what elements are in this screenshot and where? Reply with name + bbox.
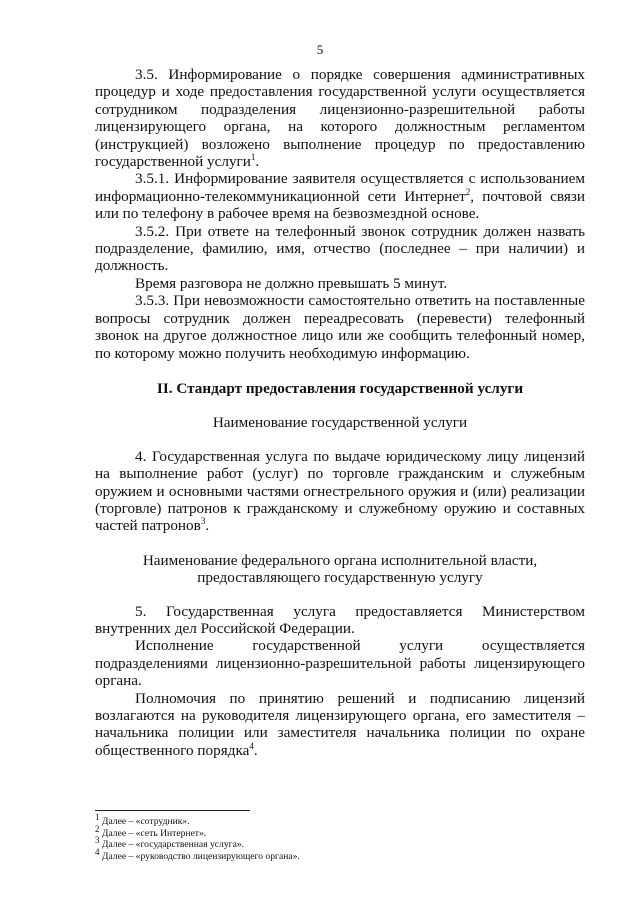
footnote-divider xyxy=(95,810,250,811)
footnote-ref-4: 4 xyxy=(249,740,254,751)
footnote-3: $^3$ Далее – «государственная услуга». xyxy=(95,835,245,851)
paragraph-3-5-3: 3.5.3. При невозможности самостоятельно ответить на поставленные вопросы сотрудник должен переадресовать (перевести) телефонный звонок на другое должностное лицо или же сообщить телефонный номер, по которому можно получить необходимую информацию. xyxy=(95,292,585,362)
page-number: 5 xyxy=(316,42,324,57)
subheading-authority: Наименование федерального органа исполнительной власти, предоставляющего государственную услугу xyxy=(142,551,538,587)
footnote-1: $^1$ Далее – «сотрудник». xyxy=(95,811,190,827)
footnote-4: $^4$ Далее – «руководство лицензирующего органа». xyxy=(95,846,300,862)
footnotes xyxy=(95,811,585,862)
footnote-ref-2: 2 xyxy=(465,186,471,197)
paragraph-3-5-2: 3.5.2. При ответе на телефонный звонок сотрудник должен назвать подразделение, фамилию, имя, отчество (последнее – при наличии) и должность. xyxy=(95,222,585,275)
section-title: II. Стандарт предоставления государственной услуги xyxy=(156,379,524,397)
paragraph-call-time: Время разговора не должно превышать 5 минут. xyxy=(135,274,448,292)
footnote-ref-1: 1 xyxy=(250,151,256,162)
paragraph-5: 5. Государственная услуга предоставляется Министерством внутренних дел Российской Федерации. xyxy=(95,602,585,637)
paragraph-5-authority: Полномочия по принятию решений и подписанию лицензий возлагаются на руководителя лицензирующего органа, его заместителя – начальника полиции или заместителя начальника полиции по охране общественного порядка$^4$. xyxy=(95,689,585,759)
paragraph-3-5-1: 3.5.1. Информирование заявителя осуществляется с использованием информационно-телекоммуникационной сети Интернет$^2$, почтовой связи или по телефону в рабочее время на безвозмездной основе. xyxy=(95,170,585,223)
paragraph-3-5: 3.5. Информирование о порядке совершения административных процедур и ходе предоставления государственной услуги осуществляется сотрудником подразделения лицензионно-разрешительной работы лицензирующего органа, на которого должностным регламентом (инструкцией) возложено выполнение процедур по предоставлению государственной услуги$^1$. xyxy=(95,66,585,171)
paragraph-5-execution: Исполнение государственной услуги осуществляется подразделениями лицензионно-разрешительной работы лицензирующего органа. xyxy=(95,637,585,690)
document-body xyxy=(95,66,585,759)
footnote-ref-3: 3 xyxy=(200,516,206,527)
paragraph-4: 4. Государственная услуга по выдаче юридическому лицу лицензий на выполнение работ (услуг) по торговле гражданским и служебным оружием и основными частями огнестрельного оружия и (или) реализации (торговле) патронов к гражданскому и служебному оружию и составных частей патронов$^3$. xyxy=(95,447,585,535)
subheading-service-name: Наименование государственной услуги xyxy=(212,414,468,432)
footnote-2: $^2$ Далее – «сеть Интернет». xyxy=(95,823,207,839)
